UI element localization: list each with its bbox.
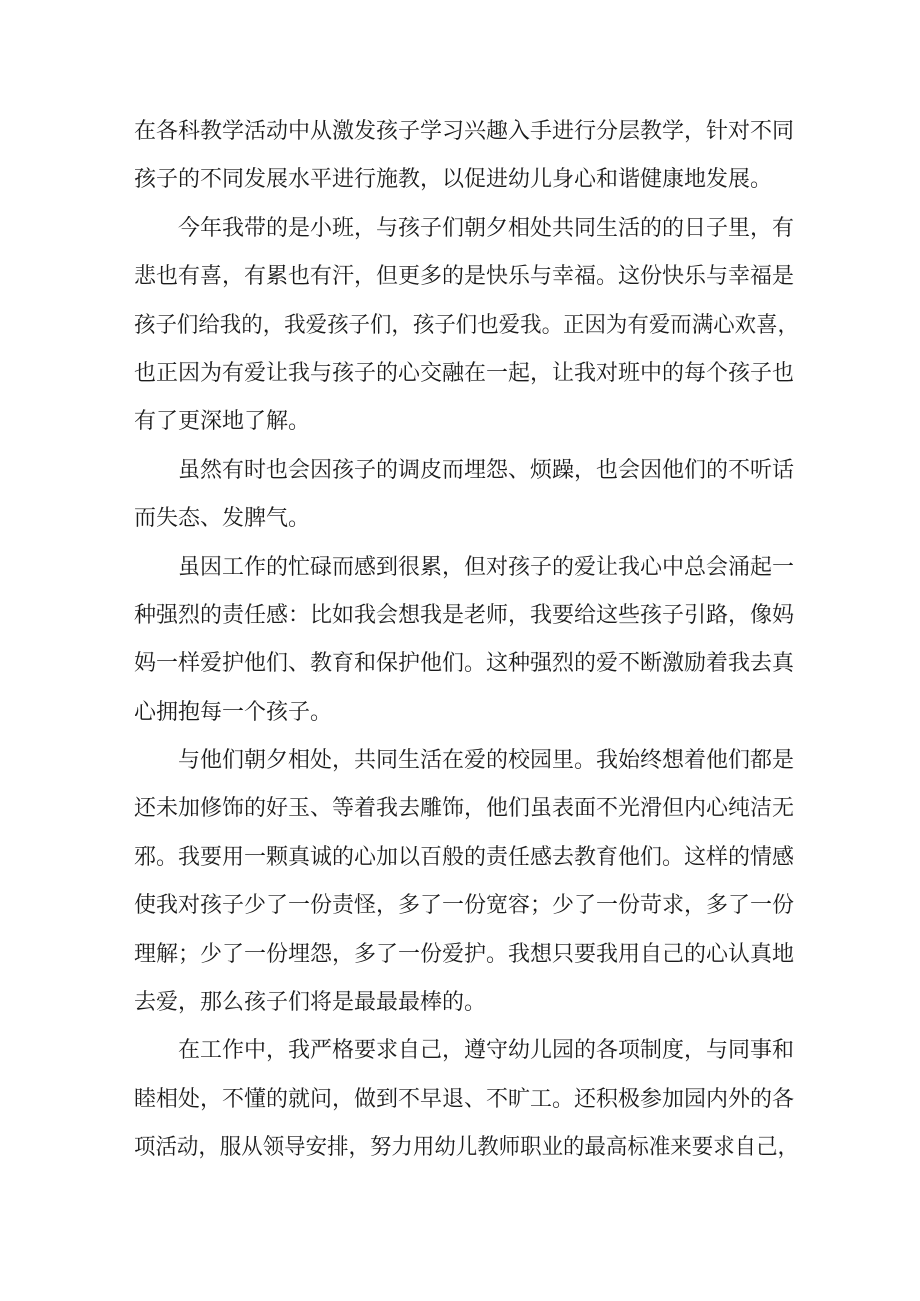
paragraph	[134, 1027, 799, 1172]
text-line: 项活动，服从领导安排，努力用幼儿教师职业的最高标准来要求自己，	[134, 1135, 800, 1161]
text-line: 去爱，那么孩子们将是最最最棒的。	[134, 990, 487, 1016]
paragraph	[134, 108, 799, 205]
document-body	[134, 108, 799, 1173]
paragraph	[134, 447, 799, 544]
text-line: 心拥抱每一个孩子。	[134, 699, 333, 725]
text-line: 睦相处，不懂的就问，做到不早退、不旷工。还积极参加园内外的各	[134, 1086, 795, 1112]
text-line: 种强烈的责任感：比如我会想我是老师，我要给这些孩子引路，像妈	[134, 602, 795, 628]
text-line: 悲也有喜，有累也有汗，但更多的是快乐与幸福。这份快乐与幸福是	[134, 264, 795, 290]
text-line: 也正因为有爱让我与孩子的心交融在一起，让我对班中的每个孩子也	[134, 360, 795, 386]
text-line: 有了更深地了解。	[134, 409, 311, 435]
text-line: 妈一样爱护他们、教育和保护他们。这种强烈的爱不断激励着我去真	[134, 651, 795, 677]
text-line: 邪。我要用一颗真诚的心加以百般的责任感去教育他们。这样的情感	[134, 844, 795, 870]
paragraph	[134, 205, 799, 447]
text-line: 与他们朝夕相处，共同生活在爱的校园里。我始终想着他们都是	[134, 748, 795, 774]
text-line: 孩子的不同发展水平进行施教，以促进幼儿身心和谐健康地发展。	[134, 167, 773, 193]
text-line: 孩子们给我的，我爱孩子们，孩子们也爱我。正因为有爱而满心欢喜，	[134, 312, 800, 338]
text-line: 理解；少了一份埋怨，多了一份爱护。我想只要我用自己的心认真地	[134, 941, 795, 967]
paragraph	[134, 544, 799, 738]
text-line: 虽然有时也会因孩子的调皮而埋怨、烦躁，也会因他们的不听话	[134, 457, 795, 483]
text-line: 还未加修饰的好玉、等着我去雕饰，他们虽表面不光滑但内心纯洁无	[134, 796, 795, 822]
text-line: 虽因工作的忙碌而感到很累，但对孩子的爱让我心中总会涌起一	[134, 554, 795, 580]
text-line: 而失态、发脾气。	[134, 506, 311, 532]
text-line: 在各科教学活动中从激发孩子学习兴趣入手进行分层教学，针对不同	[134, 119, 795, 144]
text-line: 使我对孩子少了一份责怪，多了一份宽容；少了一份苛求，多了一份	[134, 893, 795, 919]
text-line: 今年我带的是小班，与孩子们朝夕相处共同生活的的日子里，有	[134, 215, 795, 241]
paragraph	[134, 737, 799, 1027]
text-line: 在工作中，我严格要求自己，遵守幼儿园的各项制度，与同事和	[134, 1038, 795, 1064]
